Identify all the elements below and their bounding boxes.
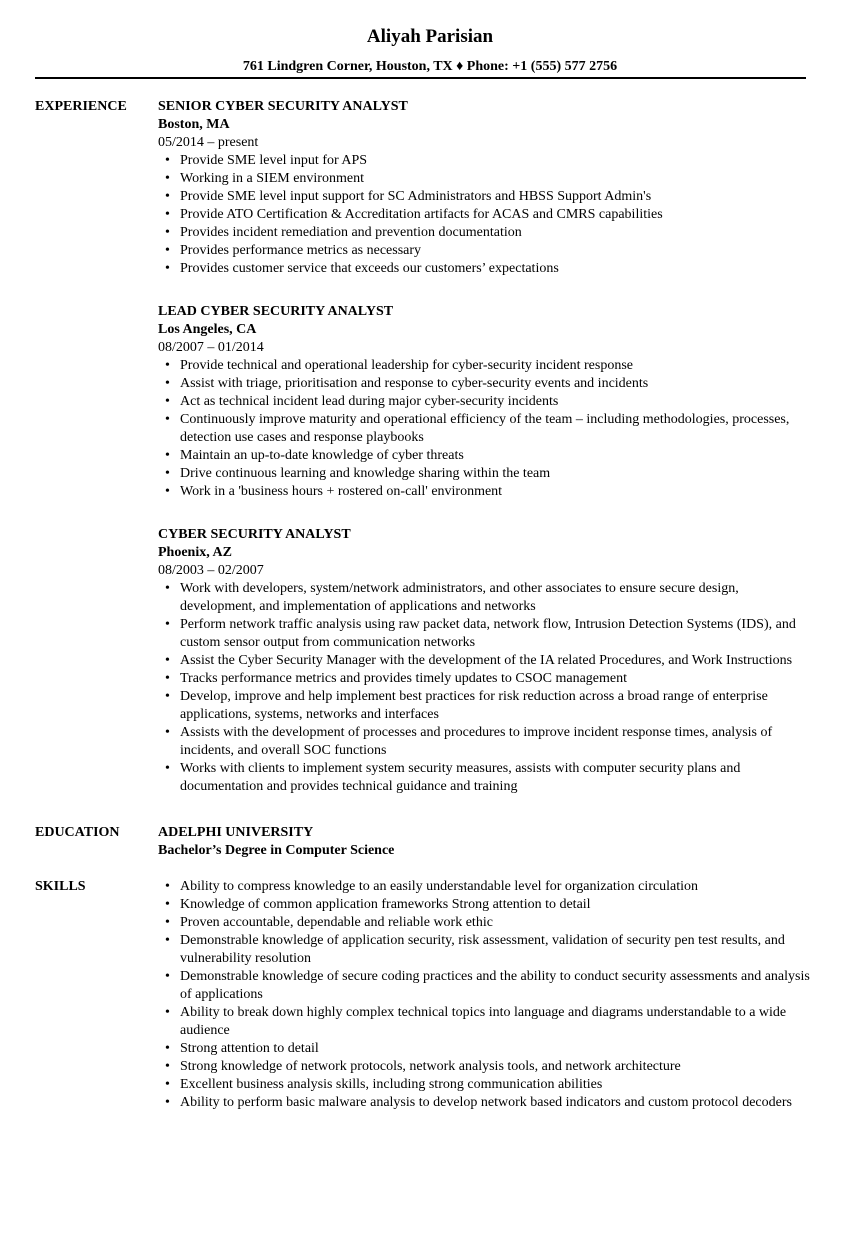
section-label: SKILLS [35,879,86,894]
skill-item: • Knowledge of common application frameworks Strong attention to detail [180,896,810,914]
job-bullets [158,580,810,796]
skills-section [35,878,815,1112]
job-entry [158,526,810,796]
job-dates: 05/2014 – present [158,135,259,150]
skill-item: • Proven accountable, dependable and reliable work ethic [180,914,810,932]
job-title: SENIOR CYBER SECURITY ANALYST [158,99,408,114]
job-entry [158,303,810,501]
bullet-item: • Working in a SIEM environment [180,170,810,188]
bullet-item: • Provides performance metrics as necessary [180,242,810,260]
bullet-item: • Tracks performance metrics and provides timely updates to CSOC management [180,670,810,688]
bullet-item: • Provide ATO Certification & Accreditation artifacts for ACAS and CMRS capabilities [180,206,810,224]
skill-item: • Strong knowledge of network protocols, network analysis tools, and network architecture [180,1058,810,1076]
bullet-item: • Work with developers, system/network administrators, and other associates to ensure secure design, development, and implementation of applications and networks [180,580,810,616]
section-label: EXPERIENCE [35,99,127,114]
job-bullets [158,357,810,501]
job-location: Boston, MA [158,117,230,132]
school-name: ADELPHI UNIVERSITY [158,825,314,840]
candidate-name: Aliyah Parisian [366,26,494,47]
job-entry [158,98,810,278]
bullet-item: • Maintain an up-to-date knowledge of cyber threats [180,447,810,465]
skill-item: • Demonstrable knowledge of application security, risk assessment, validation of security pen test results, and vulnerability resolution [180,932,810,968]
job-location: Phoenix, AZ [158,545,232,560]
experience-section [35,98,815,821]
contact-line: 761 Lindgren Corner, Houston, TX ♦ Phone: +1 (555) 577 2756 [242,59,618,74]
degree: Bachelor’s Degree in Computer Science [158,843,395,858]
skills-list [158,878,810,1112]
header-divider [35,77,806,79]
job-title: LEAD CYBER SECURITY ANALYST [158,304,394,319]
bullet-item: • Drive continuous learning and knowledge sharing within the team [180,465,810,483]
skill-item: • Excellent business analysis skills, including strong communication abilities [180,1076,810,1094]
job-title: CYBER SECURITY ANALYST [158,527,351,542]
bullet-item: • Act as technical incident lead during major cyber-security incidents [180,393,810,411]
bullet-item: • Provides customer service that exceeds our customers’ expectations [180,260,810,278]
job-bullets [158,152,810,278]
bullet-item: • Provide SME level input support for SC Administrators and HBSS Support Admin's [180,188,810,206]
bullet-item: • Assist the Cyber Security Manager with the development of the IA related Procedures, and Work Instructions [180,652,810,670]
job-location: Los Angeles, CA [158,322,257,337]
skill-item: • Strong attention to detail [180,1040,810,1058]
skill-item: • Ability to compress knowledge to an easily understandable level for organization circulation [180,878,810,896]
skill-item: • Ability to perform basic malware analysis to develop network based indicators and custom protocol decoders [180,1094,810,1112]
job-dates: 08/2003 – 02/2007 [158,563,264,578]
education-section [35,824,815,860]
section-label: EDUCATION [35,825,120,840]
bullet-item: • Perform network traffic analysis using raw packet data, network flow, Intrusion Detection Systems (IDS), and custom sensor output from communication networks [180,616,810,652]
bullet-item: • Provide technical and operational leadership for cyber-security incident response [180,357,810,375]
bullet-item: • Continuously improve maturity and operational efficiency of the team – including methodologies, processes, detection use cases and response playbooks [180,411,810,447]
resume-body [35,98,815,1112]
skill-item: • Demonstrable knowledge of secure coding practices and the ability to conduct security assessments and analysis of applications [180,968,810,1004]
bullet-item: • Provides incident remediation and prevention documentation [180,224,810,242]
jobs-list [158,98,810,821]
bullet-item: • Provide SME level input for APS [180,152,810,170]
bullet-item: • Assist with triage, prioritisation and response to cyber-security events and incidents [180,375,810,393]
skill-item: • Ability to break down highly complex technical topics into language and diagrams understandable to a wide audience [180,1004,810,1040]
job-dates: 08/2007 – 01/2014 [158,340,264,355]
bullet-item: • Develop, improve and help implement best practices for risk reduction across a broad range of enterprise applications, systems, networks and interfaces [180,688,810,724]
bullet-item: • Work in a 'business hours + rostered on-call' environment [180,483,810,501]
bullet-item: • Assists with the development of processes and procedures to improve incident response times, analysis of incidents, and overall SOC functions [180,724,810,760]
bullet-item: • Works with clients to implement system security measures, assists with computer security plans and documentation and provides technical guidance and training [180,760,810,796]
